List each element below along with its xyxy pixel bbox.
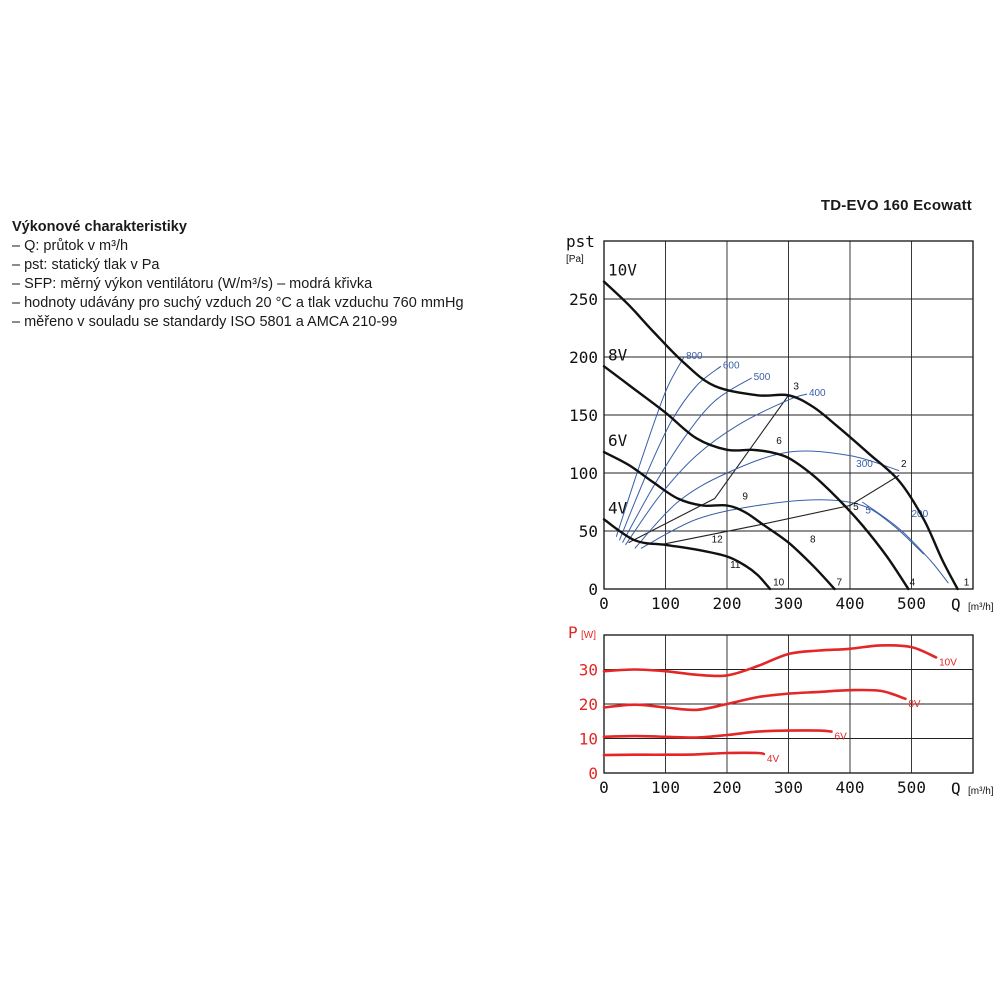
- pressure-series-label: 10V: [608, 260, 637, 280]
- sfp-curve: [623, 378, 752, 543]
- operating-point-label: 2: [901, 459, 907, 471]
- power-curve-10V: [604, 645, 936, 676]
- legend-item-conditions: – hodnoty udávány pro suchý vzduch 20 °C a tlak vzduchu 760 mmHg: [12, 295, 464, 311]
- pressure-series-label: 4V: [608, 498, 628, 518]
- operating-point-label: 11: [730, 560, 741, 572]
- legend-item-pressure: – pst: statický tlak v Pa: [12, 257, 160, 273]
- pressure-y-tick-label: 150: [569, 406, 598, 425]
- sfp-curve-label: 600: [722, 360, 740, 372]
- pressure-curve-8V: [604, 366, 908, 589]
- sfp-curve-label: 5: [865, 505, 871, 517]
- sfp-curve-label: 400: [808, 388, 826, 400]
- pressure-x-tick-label: 0: [599, 594, 609, 613]
- power-x-axis-unit: [m³/h]: [968, 786, 994, 797]
- power-x-tick-label: 500: [897, 778, 926, 797]
- power-x-tick-label: 0: [599, 778, 609, 797]
- power-x-tick-label: 400: [835, 778, 865, 797]
- pressure-y-axis-unit: [Pa]: [566, 254, 584, 265]
- sfp-curve-label: 200: [911, 509, 929, 521]
- legend-heading: Výkonové charakteristiky: [12, 219, 187, 235]
- power-y-tick-label: 30: [578, 660, 598, 680]
- sfp-curve: [641, 500, 924, 555]
- power-y-tick-label: 20: [578, 695, 598, 714]
- operating-point-label: 10: [773, 577, 785, 589]
- power-y-axis-label: P: [568, 623, 578, 642]
- power-chart: [568, 623, 994, 798]
- pressure-chart: [566, 232, 994, 614]
- operating-point-label: 9: [742, 491, 748, 503]
- operating-point-label: 4: [909, 577, 916, 589]
- system-curve-line: [629, 395, 789, 542]
- pressure-y-tick-label: 100: [569, 464, 598, 483]
- power-x-tick-label: 200: [712, 778, 742, 797]
- power-x-tick-label: 100: [651, 778, 680, 797]
- pressure-x-tick-label: 100: [651, 594, 680, 613]
- power-x-tick-label: 300: [774, 778, 803, 797]
- power-series-label: 8V: [908, 698, 921, 710]
- operating-point-label: 12: [711, 534, 723, 546]
- operating-point-label: 8: [810, 534, 816, 546]
- power-series-label: 6V: [834, 731, 847, 743]
- power-curve-8V: [604, 690, 905, 710]
- operating-point-label: 7: [836, 577, 843, 589]
- legend-item-sfp: – SFP: měrný výkon ventilátoru (W/m³/s) – modrá křivka: [12, 276, 373, 292]
- pressure-x-tick-label: 500: [897, 594, 926, 613]
- pressure-y-tick-label: 250: [569, 290, 598, 309]
- power-curve-6V: [604, 730, 832, 737]
- pressure-x-axis-label: Q: [951, 595, 961, 614]
- power-x-axis-label: Q: [951, 779, 961, 798]
- model-title: TD-EVO 160 Ecowatt: [820, 197, 972, 214]
- pressure-y-tick-label: 50: [578, 522, 598, 541]
- sfp-curve: [619, 366, 721, 540]
- power-y-tick-label: 0: [588, 764, 598, 783]
- pressure-x-tick-label: 200: [712, 594, 742, 613]
- pressure-x-tick-label: 300: [774, 594, 803, 613]
- pressure-x-tick-label: 400: [835, 594, 865, 613]
- sfp-curve: [626, 394, 808, 545]
- pressure-x-axis-unit: [m³/h]: [968, 602, 994, 613]
- pressure-y-axis-label: pst: [566, 232, 595, 251]
- pressure-series-label: 6V: [608, 431, 628, 451]
- power-series-label: 4V: [766, 754, 780, 766]
- power-y-tick-label: 10: [578, 729, 598, 749]
- pressure-series-label: 8V: [608, 345, 628, 365]
- power-series-label: 10V: [939, 657, 957, 669]
- power-y-axis-unit: [W]: [581, 630, 596, 641]
- sfp-curve-label: 300: [856, 459, 873, 471]
- pressure-y-tick-label: 0: [588, 580, 598, 599]
- legend-item-flow: – Q: průtok v m³/h: [12, 238, 129, 254]
- operating-point-label: 5: [853, 502, 859, 514]
- legend-item-standards: – měřeno v souladu se standardy ISO 5801 a AMCA 210-99: [12, 314, 398, 330]
- sfp-curve-label: 500: [753, 371, 771, 383]
- pressure-y-tick-label: 200: [569, 348, 598, 367]
- operating-point-label: 3: [793, 381, 799, 393]
- operating-point-label: 6: [776, 436, 782, 447]
- power-curve-4V: [604, 753, 764, 755]
- sfp-curve-label: 800: [685, 351, 703, 362]
- operating-point-label: 1: [963, 577, 970, 589]
